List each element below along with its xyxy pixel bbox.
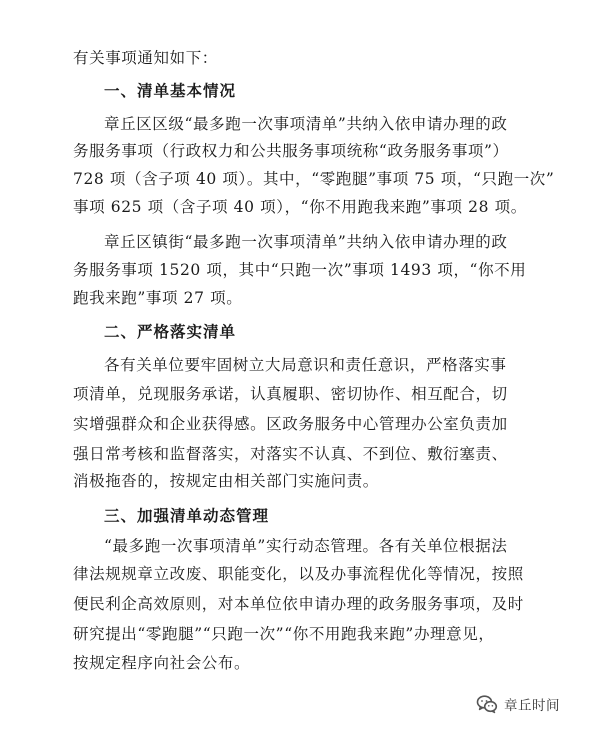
section-heading-basic-info: 一、清单基本情况 <box>104 82 237 100</box>
section-heading-dynamic-management: 三、加强清单动态管理 <box>104 507 270 525</box>
paragraph-line: 章丘区镇街“最多跑一次事项清单”共纳入依申请办理的政 <box>104 233 508 251</box>
paragraph-line: 项清单，兑现服务承诺，认真履职、密切协作、相互配合，切 <box>73 385 508 403</box>
paragraph-line: “最多跑一次事项清单”实行动态管理。各有关单位根据法 <box>104 537 508 555</box>
watermark-text: 章丘时间 <box>504 698 560 714</box>
paragraph-line: 务服务事项（行政权力和公共服务事项统称“政务服务事项”） <box>73 142 509 160</box>
section-heading-strict-implementation: 二、严格落实清单 <box>104 323 237 341</box>
paragraph-line: 跑我来跑”事项 27 项。 <box>73 289 243 307</box>
paragraph-line: 728 项（含子项 40 项）。其中，“零跑腿”事项 75 项，“只跑一次” <box>73 170 555 188</box>
paragraph-line: 事项 625 项（含子项 40 项），“你不用跑我来跑”事项 28 项。 <box>73 198 527 216</box>
watermark <box>476 693 560 715</box>
paragraph-line: 研究提出“零跑腿”“只跑一次”“你不用跑我来跑”办理意见， <box>73 625 495 643</box>
paragraph-line: 按规定程序向社会公布。 <box>73 654 251 672</box>
intro-text: 有关事项通知如下： <box>73 49 218 67</box>
wechat-icon-svg <box>476 693 498 715</box>
paragraph-line: 强日常考核和监督落实，对落实不认真、不到位、敷衍塞责、 <box>73 445 508 463</box>
paragraph-line: 消极拖沓的，按规定由相关部门实施问责。 <box>73 472 379 490</box>
paragraph-line: 便民利企高效原则，对本单位依申请办理的政务服务事项，及时 <box>73 595 524 613</box>
paragraph-line: 律法规规章立改废、职能变化，以及办事流程优化等情况，按照 <box>73 565 524 583</box>
paragraph-line: 务服务事项 1520 项，其中“只跑一次”事项 1493 项，“你不用 <box>73 261 527 279</box>
paragraph-line: 实增强群众和企业获得感。区政务服务中心管理办公室负责加 <box>73 415 508 433</box>
paragraph-line: 各有关单位要牢固树立大局意识和责任意识，严格落实事 <box>104 356 507 374</box>
wechat-icon <box>476 693 498 715</box>
paragraph-line: 章丘区区级“最多跑一次事项清单”共纳入依申请办理的政 <box>104 115 508 133</box>
